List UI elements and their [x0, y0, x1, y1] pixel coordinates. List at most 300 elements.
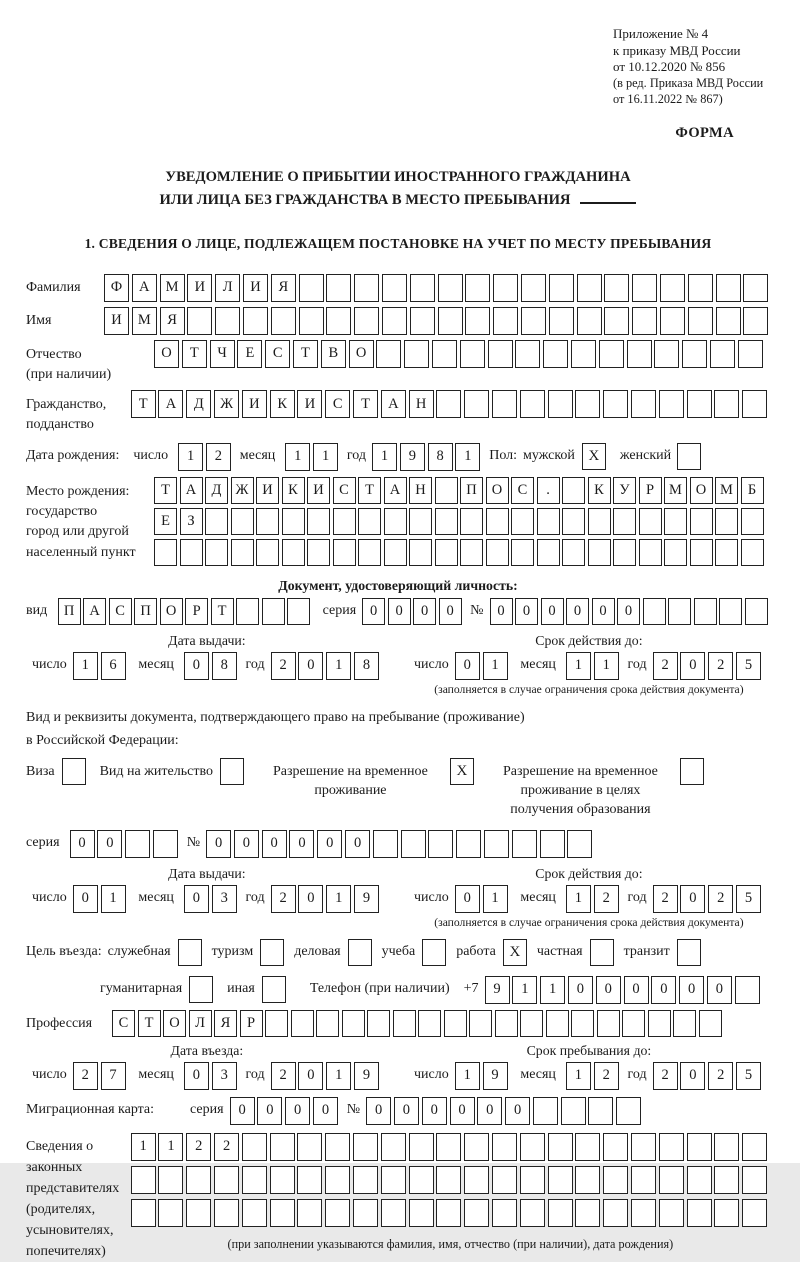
phone-field-cell[interactable]: 1 [540, 976, 565, 1004]
representatives-row-1-cell[interactable] [353, 1133, 378, 1161]
birth-place-row-3-cell[interactable] [154, 539, 177, 566]
entry-month-field-cell[interactable]: 3 [212, 1062, 237, 1090]
birth-place-row-3-cell[interactable] [690, 539, 713, 566]
patronymic-field-cell[interactable]: О [154, 340, 179, 368]
birth-place-row-1-cell[interactable]: С [333, 477, 356, 504]
surname-field-cell[interactable] [493, 274, 518, 302]
name-field-cell[interactable] [604, 307, 629, 335]
name-field-cell[interactable] [743, 307, 768, 335]
birth-place-row-1-cell[interactable]: Т [154, 477, 177, 504]
identity-expiry-year-cell[interactable]: 2 [653, 652, 678, 680]
residence-number-field-cell[interactable] [456, 830, 481, 858]
surname-field-cell[interactable] [354, 274, 379, 302]
birth-day-field-cell[interactable]: 1 [178, 443, 203, 471]
birth-place-row-3-cell[interactable] [664, 539, 687, 566]
surname-field-cell[interactable] [604, 274, 629, 302]
identity-expiry-year-cell[interactable]: 0 [680, 652, 705, 680]
birth-place-row-3-cell[interactable] [435, 539, 458, 566]
purpose-other-checkbox[interactable] [262, 976, 286, 1003]
name-field-cell[interactable] [688, 307, 713, 335]
surname-field-cell[interactable] [521, 274, 546, 302]
birth-place-row-3-cell[interactable] [384, 539, 407, 566]
citizenship-field-cell[interactable]: И [297, 390, 322, 418]
profession-field-cell[interactable]: С [112, 1010, 135, 1037]
birth-place-row-2-cell[interactable] [639, 508, 662, 535]
citizenship-field-cell[interactable] [603, 390, 628, 418]
birth-place-row-3-cell[interactable] [511, 539, 534, 566]
representatives-row-2-cell[interactable] [742, 1166, 767, 1194]
stay-year-field-cell[interactable]: 0 [680, 1062, 705, 1090]
representatives-row-3-cell[interactable] [687, 1199, 712, 1227]
representatives-row-1-cell[interactable] [492, 1133, 517, 1161]
mc-series-field-cell[interactable]: 0 [257, 1097, 282, 1125]
purpose-study-checkbox[interactable] [422, 939, 446, 966]
representatives-row-2-cell[interactable] [381, 1166, 406, 1194]
citizenship-field-cell[interactable]: А [158, 390, 183, 418]
surname-field-cell[interactable] [632, 274, 657, 302]
phone-field-cell[interactable]: 0 [707, 976, 732, 1004]
surname-field-cell[interactable] [438, 274, 463, 302]
doc-number-field-cell[interactable] [745, 598, 768, 625]
patronymic-field-cell[interactable] [460, 340, 485, 368]
birth-place-row-2-cell[interactable] [690, 508, 713, 535]
doc-number-field-cell[interactable]: 0 [541, 598, 564, 625]
surname-field-cell[interactable] [577, 274, 602, 302]
residence-series-field-cell[interactable]: 0 [70, 830, 95, 858]
birth-place-row-1-cell[interactable]: Т [358, 477, 381, 504]
doc-number-field-cell[interactable] [668, 598, 691, 625]
representatives-row-1-cell[interactable] [714, 1133, 739, 1161]
birth-place-row-3-cell[interactable] [307, 539, 330, 566]
representatives-row-3-cell[interactable] [631, 1199, 656, 1227]
birth-place-row-2-cell[interactable] [333, 508, 356, 535]
birth-place-row-3-cell[interactable] [715, 539, 738, 566]
citizenship-field-cell[interactable] [436, 390, 461, 418]
phone-field-cell[interactable]: 0 [596, 976, 621, 1004]
birth-year-field-cell[interactable]: 1 [455, 443, 480, 471]
residence-number-field-cell[interactable] [428, 830, 453, 858]
representatives-row-2-cell[interactable] [631, 1166, 656, 1194]
birth-place-row-2-cell[interactable] [613, 508, 636, 535]
citizenship-field-cell[interactable] [575, 390, 600, 418]
mc-number-field-cell[interactable]: 0 [422, 1097, 447, 1125]
name-field-cell[interactable] [549, 307, 574, 335]
stay-year-field-cell[interactable]: 5 [736, 1062, 761, 1090]
birth-year-field-cell[interactable]: 1 [372, 443, 397, 471]
doc-series-field-cell[interactable]: 0 [362, 598, 385, 625]
profession-field-cell[interactable] [418, 1010, 441, 1037]
birth-place-row-3-cell[interactable] [358, 539, 381, 566]
representatives-row-3-cell[interactable] [436, 1199, 461, 1227]
representatives-row-1-cell[interactable] [297, 1133, 322, 1161]
birth-place-row-1-cell[interactable]: И [256, 477, 279, 504]
mc-number-field-cell[interactable] [561, 1097, 586, 1125]
birth-place-row-3-cell[interactable] [460, 539, 483, 566]
residence-expiry-day-cell[interactable]: 0 [455, 885, 480, 913]
representatives-row-2-cell[interactable] [575, 1166, 600, 1194]
representatives-row-1-cell[interactable] [548, 1133, 573, 1161]
representatives-row-1-cell[interactable] [409, 1133, 434, 1161]
birth-place-row-1-cell[interactable]: К [588, 477, 611, 504]
birth-place-row-3-cell[interactable] [588, 539, 611, 566]
birth-place-row-3-cell[interactable] [639, 539, 662, 566]
residence-number-field-cell[interactable]: 0 [234, 830, 259, 858]
surname-field-cell[interactable] [716, 274, 741, 302]
representatives-row-2-cell[interactable] [186, 1166, 211, 1194]
birth-place-row-2-cell[interactable]: З [180, 508, 203, 535]
option-temp-residence-education-checkbox[interactable] [680, 758, 704, 785]
surname-field-cell[interactable] [743, 274, 768, 302]
identity-expiry-day-cell[interactable]: 0 [455, 652, 480, 680]
surname-field-cell[interactable] [382, 274, 407, 302]
birth-place-row-2-cell[interactable] [588, 508, 611, 535]
purpose-work-checkbox[interactable]: X [503, 939, 527, 966]
patronymic-field-cell[interactable] [376, 340, 401, 368]
residence-expiry-year-cell[interactable]: 0 [680, 885, 705, 913]
doc-type-field-cell[interactable]: П [58, 598, 81, 625]
option-visa-checkbox[interactable] [62, 758, 86, 785]
patronymic-field-cell[interactable] [404, 340, 429, 368]
doc-type-field-cell[interactable]: П [134, 598, 157, 625]
profession-field-cell[interactable] [571, 1010, 594, 1037]
name-field-cell[interactable] [632, 307, 657, 335]
representatives-row-2-cell[interactable] [464, 1166, 489, 1194]
representatives-row-2-cell[interactable] [158, 1166, 183, 1194]
representatives-row-1-cell[interactable] [603, 1133, 628, 1161]
representatives-row-2-cell[interactable] [325, 1166, 350, 1194]
name-field-cell[interactable] [382, 307, 407, 335]
birth-year-field-cell[interactable]: 8 [428, 443, 453, 471]
birth-place-row-2-cell[interactable] [205, 508, 228, 535]
mc-series-field-cell[interactable]: 0 [313, 1097, 338, 1125]
representatives-row-1-cell[interactable] [575, 1133, 600, 1161]
purpose-private-checkbox[interactable] [590, 939, 614, 966]
residence-issue-day-cell[interactable]: 1 [101, 885, 126, 913]
patronymic-field-cell[interactable] [599, 340, 624, 368]
doc-number-field-cell[interactable] [643, 598, 666, 625]
representatives-row-3-cell[interactable] [297, 1199, 322, 1227]
mc-number-field-cell[interactable]: 0 [394, 1097, 419, 1125]
patronymic-field-cell[interactable]: Е [237, 340, 262, 368]
residence-expiry-month-cell[interactable]: 1 [566, 885, 591, 913]
purpose-tourism-checkbox[interactable] [260, 939, 284, 966]
name-field-cell[interactable] [243, 307, 268, 335]
representatives-row-2-cell[interactable] [436, 1166, 461, 1194]
surname-field-cell[interactable]: М [160, 274, 185, 302]
doc-type-field-cell[interactable]: Т [211, 598, 234, 625]
doc-type-field-cell[interactable] [287, 598, 310, 625]
birth-place-row-3-cell[interactable] [409, 539, 432, 566]
doc-series-field-cell[interactable]: 0 [439, 598, 462, 625]
gender-male-checkbox[interactable]: X [582, 443, 606, 470]
doc-type-field-cell[interactable] [262, 598, 285, 625]
residence-expiry-day-cell[interactable]: 1 [483, 885, 508, 913]
representatives-row-1-cell[interactable] [687, 1133, 712, 1161]
representatives-row-3-cell[interactable] [575, 1199, 600, 1227]
residence-issue-year-cell[interactable]: 1 [326, 885, 351, 913]
surname-field-cell[interactable] [688, 274, 713, 302]
citizenship-field-cell[interactable] [742, 390, 767, 418]
surname-field-cell[interactable]: Ф [104, 274, 129, 302]
birth-place-row-2-cell[interactable] [435, 508, 458, 535]
identity-issue-year-cell[interactable]: 8 [354, 652, 379, 680]
representatives-row-3-cell[interactable] [325, 1199, 350, 1227]
representatives-row-2-cell[interactable] [520, 1166, 545, 1194]
phone-field-cell[interactable] [735, 976, 760, 1004]
representatives-row-3-cell[interactable] [131, 1199, 156, 1227]
representatives-row-2-cell[interactable] [714, 1166, 739, 1194]
profession-field-cell[interactable] [673, 1010, 696, 1037]
profession-field-cell[interactable] [316, 1010, 339, 1037]
representatives-row-2-cell[interactable] [353, 1166, 378, 1194]
patronymic-field-cell[interactable]: Т [182, 340, 207, 368]
birth-place-row-1-cell[interactable]: . [537, 477, 560, 504]
profession-field-cell[interactable] [520, 1010, 543, 1037]
birth-place-row-1-cell[interactable]: К [282, 477, 305, 504]
name-field-cell[interactable] [299, 307, 324, 335]
residence-series-field-cell[interactable] [125, 830, 150, 858]
representatives-row-3-cell[interactable] [492, 1199, 517, 1227]
birth-place-row-3-cell[interactable] [486, 539, 509, 566]
representatives-row-2-cell[interactable] [548, 1166, 573, 1194]
phone-field-cell[interactable]: 0 [624, 976, 649, 1004]
citizenship-field-cell[interactable]: А [381, 390, 406, 418]
stay-month-field-cell[interactable]: 1 [566, 1062, 591, 1090]
entry-year-field-cell[interactable]: 1 [326, 1062, 351, 1090]
residence-number-field-cell[interactable] [540, 830, 565, 858]
birth-place-row-2-cell[interactable] [384, 508, 407, 535]
doc-number-field-cell[interactable] [719, 598, 742, 625]
profession-field-cell[interactable] [265, 1010, 288, 1037]
representatives-row-3-cell[interactable] [186, 1199, 211, 1227]
phone-field-cell[interactable]: 9 [485, 976, 510, 1004]
name-field-cell[interactable] [493, 307, 518, 335]
mc-number-field-cell[interactable]: 0 [366, 1097, 391, 1125]
birth-place-row-3-cell[interactable] [231, 539, 254, 566]
option-temp-residence-checkbox[interactable]: X [450, 758, 474, 785]
birth-place-row-2-cell[interactable]: Е [154, 508, 177, 535]
identity-issue-year-cell[interactable]: 1 [326, 652, 351, 680]
residence-number-field-cell[interactable] [512, 830, 537, 858]
mc-number-field-cell[interactable]: 0 [505, 1097, 530, 1125]
representatives-row-1-cell[interactable] [242, 1133, 267, 1161]
stay-year-field-cell[interactable]: 2 [653, 1062, 678, 1090]
gender-female-checkbox[interactable] [677, 443, 701, 470]
residence-number-field-cell[interactable] [567, 830, 592, 858]
doc-type-field-cell[interactable] [236, 598, 259, 625]
residence-issue-year-cell[interactable]: 0 [298, 885, 323, 913]
profession-field-cell[interactable] [393, 1010, 416, 1037]
residence-issue-month-cell[interactable]: 0 [184, 885, 209, 913]
identity-issue-year-cell[interactable]: 0 [298, 652, 323, 680]
doc-type-field-cell[interactable]: Р [185, 598, 208, 625]
citizenship-field-cell[interactable] [714, 390, 739, 418]
birth-place-row-1-cell[interactable]: М [715, 477, 738, 504]
patronymic-field-cell[interactable] [488, 340, 513, 368]
residence-number-field-cell[interactable] [373, 830, 398, 858]
doc-type-field-cell[interactable]: А [83, 598, 106, 625]
representatives-row-1-cell[interactable] [464, 1133, 489, 1161]
purpose-humanitarian-checkbox[interactable] [189, 976, 213, 1003]
residence-number-field-cell[interactable]: 0 [345, 830, 370, 858]
representatives-row-2-cell[interactable] [492, 1166, 517, 1194]
patronymic-field-cell[interactable]: О [349, 340, 374, 368]
patronymic-field-cell[interactable] [682, 340, 707, 368]
profession-field-cell[interactable] [469, 1010, 492, 1037]
citizenship-field-cell[interactable]: И [242, 390, 267, 418]
birth-place-row-3-cell[interactable] [537, 539, 560, 566]
stay-day-field-cell[interactable]: 9 [483, 1062, 508, 1090]
birth-place-row-3-cell[interactable] [205, 539, 228, 566]
name-field-cell[interactable] [215, 307, 240, 335]
mc-number-field-cell[interactable] [533, 1097, 558, 1125]
birth-place-row-2-cell[interactable] [282, 508, 305, 535]
representatives-row-2-cell[interactable] [270, 1166, 295, 1194]
birth-month-field-cell[interactable]: 1 [313, 443, 338, 471]
residence-issue-year-cell[interactable]: 9 [354, 885, 379, 913]
mc-number-field-cell[interactable]: 0 [450, 1097, 475, 1125]
birth-place-row-2-cell[interactable] [409, 508, 432, 535]
birth-place-row-1-cell[interactable]: П [460, 477, 483, 504]
entry-year-field-cell[interactable]: 2 [271, 1062, 296, 1090]
patronymic-field-cell[interactable] [627, 340, 652, 368]
representatives-row-1-cell[interactable] [325, 1133, 350, 1161]
patronymic-field-cell[interactable]: С [265, 340, 290, 368]
residence-number-field-cell[interactable] [401, 830, 426, 858]
patronymic-field-cell[interactable] [654, 340, 679, 368]
surname-field-cell[interactable]: Я [271, 274, 296, 302]
patronymic-field-cell[interactable] [738, 340, 763, 368]
stay-month-field-cell[interactable]: 2 [594, 1062, 619, 1090]
identity-expiry-month-cell[interactable]: 1 [566, 652, 591, 680]
representatives-row-1-cell[interactable] [436, 1133, 461, 1161]
residence-series-field-cell[interactable]: 0 [97, 830, 122, 858]
profession-field-cell[interactable] [342, 1010, 365, 1037]
surname-field-cell[interactable] [410, 274, 435, 302]
stay-day-field-cell[interactable]: 1 [455, 1062, 480, 1090]
representatives-row-1-cell[interactable] [381, 1133, 406, 1161]
option-residence-permit-checkbox[interactable] [220, 758, 244, 785]
residence-issue-year-cell[interactable]: 2 [271, 885, 296, 913]
doc-series-field-cell[interactable]: 0 [413, 598, 436, 625]
representatives-row-1-cell[interactable] [631, 1133, 656, 1161]
surname-field-cell[interactable] [465, 274, 490, 302]
birth-place-row-1-cell[interactable]: О [486, 477, 509, 504]
residence-expiry-year-cell[interactable]: 2 [708, 885, 733, 913]
birth-place-row-3-cell[interactable] [562, 539, 585, 566]
birth-place-row-1-cell[interactable]: Ж [231, 477, 254, 504]
profession-field-cell[interactable] [367, 1010, 390, 1037]
identity-expiry-year-cell[interactable]: 5 [736, 652, 761, 680]
identity-issue-day-cell[interactable]: 1 [73, 652, 98, 680]
identity-issue-month-cell[interactable]: 8 [212, 652, 237, 680]
birth-place-row-2-cell[interactable] [664, 508, 687, 535]
patronymic-field-cell[interactable] [571, 340, 596, 368]
representatives-row-1-cell[interactable] [659, 1133, 684, 1161]
name-field-cell[interactable] [326, 307, 351, 335]
residence-series-field-cell[interactable] [153, 830, 178, 858]
birth-year-field-cell[interactable]: 9 [400, 443, 425, 471]
surname-field-cell[interactable] [326, 274, 351, 302]
citizenship-field-cell[interactable]: Ж [214, 390, 239, 418]
residence-number-field-cell[interactable]: 0 [317, 830, 342, 858]
profession-field-cell[interactable] [444, 1010, 467, 1037]
representatives-row-2-cell[interactable] [603, 1166, 628, 1194]
birth-place-row-3-cell[interactable] [741, 539, 764, 566]
phone-field-cell[interactable]: 1 [512, 976, 537, 1004]
name-field-cell[interactable] [577, 307, 602, 335]
birth-place-row-2-cell[interactable] [307, 508, 330, 535]
name-field-cell[interactable] [271, 307, 296, 335]
citizenship-field-cell[interactable]: Д [186, 390, 211, 418]
patronymic-field-cell[interactable] [710, 340, 735, 368]
birth-place-row-1-cell[interactable]: А [384, 477, 407, 504]
birth-month-field-cell[interactable]: 1 [285, 443, 310, 471]
surname-field-cell[interactable]: И [243, 274, 268, 302]
birth-place-row-2-cell[interactable] [741, 508, 764, 535]
profession-field-cell[interactable] [495, 1010, 518, 1037]
patronymic-field-cell[interactable] [432, 340, 457, 368]
representatives-row-2-cell[interactable] [242, 1166, 267, 1194]
profession-field-cell[interactable] [699, 1010, 722, 1037]
name-field-cell[interactable] [438, 307, 463, 335]
residence-issue-month-cell[interactable]: 3 [212, 885, 237, 913]
birth-place-row-1-cell[interactable]: А [180, 477, 203, 504]
birth-place-row-1-cell[interactable]: Н [409, 477, 432, 504]
birth-place-row-1-cell[interactable]: М [664, 477, 687, 504]
representatives-row-1-cell[interactable] [520, 1133, 545, 1161]
birth-place-row-3-cell[interactable] [282, 539, 305, 566]
identity-issue-year-cell[interactable]: 2 [271, 652, 296, 680]
representatives-row-1-cell[interactable]: 2 [214, 1133, 239, 1161]
name-field-cell[interactable] [410, 307, 435, 335]
mc-number-field-cell[interactable] [616, 1097, 641, 1125]
entry-year-field-cell[interactable]: 0 [298, 1062, 323, 1090]
citizenship-field-cell[interactable] [631, 390, 656, 418]
doc-type-field-cell[interactable]: О [160, 598, 183, 625]
profession-field-cell[interactable]: Я [214, 1010, 237, 1037]
birth-place-row-1-cell[interactable]: Р [639, 477, 662, 504]
representatives-row-3-cell[interactable] [520, 1199, 545, 1227]
birth-place-row-2-cell[interactable] [486, 508, 509, 535]
surname-field-cell[interactable] [660, 274, 685, 302]
representatives-row-2-cell[interactable] [131, 1166, 156, 1194]
profession-field-cell[interactable] [622, 1010, 645, 1037]
citizenship-field-cell[interactable] [687, 390, 712, 418]
representatives-row-1-cell[interactable] [270, 1133, 295, 1161]
name-field-cell[interactable] [354, 307, 379, 335]
entry-year-field-cell[interactable]: 9 [354, 1062, 379, 1090]
birth-place-row-3-cell[interactable] [613, 539, 636, 566]
birth-place-row-1-cell[interactable]: И [307, 477, 330, 504]
name-field-cell[interactable] [187, 307, 212, 335]
birth-place-row-2-cell[interactable] [256, 508, 279, 535]
residence-expiry-year-cell[interactable]: 5 [736, 885, 761, 913]
doc-number-field-cell[interactable]: 0 [566, 598, 589, 625]
birth-place-row-2-cell[interactable] [715, 508, 738, 535]
mc-number-field-cell[interactable]: 0 [477, 1097, 502, 1125]
birth-place-row-2-cell[interactable] [460, 508, 483, 535]
residence-issue-day-cell[interactable]: 0 [73, 885, 98, 913]
mc-series-field-cell[interactable]: 0 [230, 1097, 255, 1125]
birth-place-row-2-cell[interactable] [358, 508, 381, 535]
representatives-row-2-cell[interactable] [659, 1166, 684, 1194]
birth-place-row-2-cell[interactable] [511, 508, 534, 535]
birth-place-row-1-cell[interactable]: У [613, 477, 636, 504]
name-field-cell[interactable]: И [104, 307, 129, 335]
patronymic-field-cell[interactable]: Ч [210, 340, 235, 368]
representatives-row-3-cell[interactable] [409, 1199, 434, 1227]
